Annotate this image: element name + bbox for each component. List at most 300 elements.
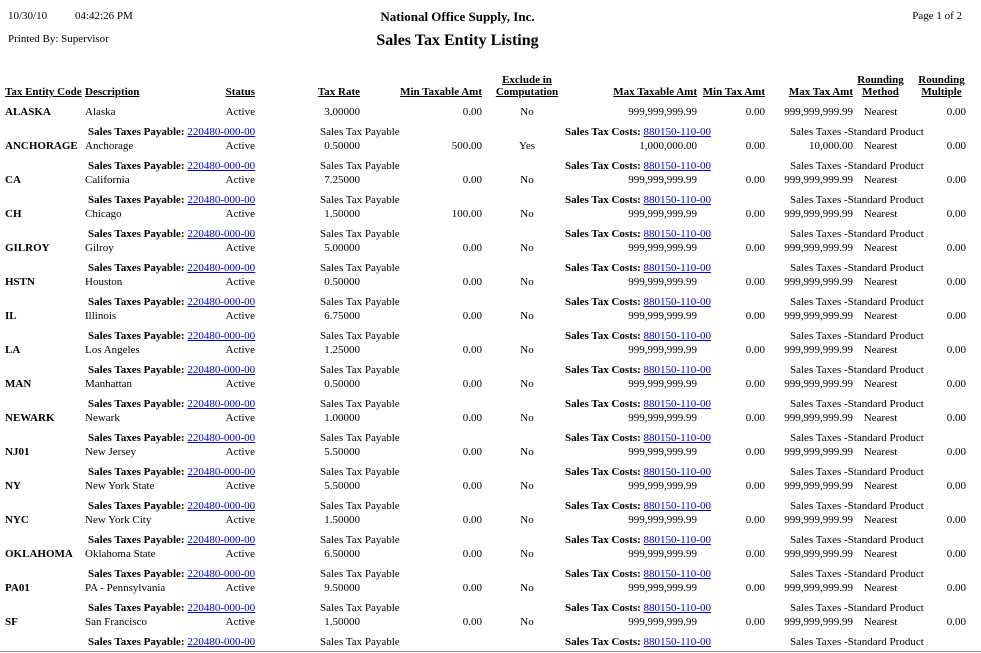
entity-max-tax-amt: 999,999,999.99 [784, 106, 853, 118]
entity-min-tax-amt: 0.00 [745, 480, 765, 492]
gl-accounts-row [5, 534, 975, 547]
entity-row [5, 616, 975, 629]
entity-max-tax-amt: 999,999,999.99 [784, 412, 853, 424]
sales-tax-costs-account-link[interactable]: 880150-110-00 [643, 432, 711, 444]
sales-tax-costs-account-description: Sales Taxes -Standard Product [790, 330, 924, 342]
sales-taxes-payable-account-description: Sales Tax Payable [320, 500, 400, 512]
entity-exclude-in-computation: No [520, 174, 534, 186]
entity-rounding-method: Nearest [863, 140, 898, 152]
entity-rounding-method: Nearest [863, 616, 898, 628]
entity-min-tax-amt: 0.00 [745, 208, 765, 220]
entity-tax-rate: 0.50000 [324, 276, 360, 288]
entity-rounding-multiple: 0.00 [946, 616, 966, 628]
entity-rounding-method: Nearest [863, 412, 898, 424]
entity-status: Active [225, 514, 255, 526]
sales-taxes-payable-account-description: Sales Tax Payable [320, 296, 400, 308]
gl-accounts-row [5, 398, 975, 411]
entity-block [5, 378, 975, 412]
sales-taxes-payable-account-link[interactable]: 220480-000-00 [187, 602, 256, 614]
sales-tax-costs-group [565, 432, 711, 445]
sales-taxes-payable-account-description: Sales Tax Payable [320, 602, 400, 614]
sales-taxes-payable-group [88, 466, 255, 479]
sales-tax-costs-group [565, 228, 711, 241]
sales-tax-costs-account-link[interactable]: 880150-110-00 [643, 262, 711, 274]
entity-description: Illinois [85, 310, 117, 322]
entity-rounding-method: Nearest [863, 344, 898, 356]
sales-tax-costs-account-link[interactable]: 880150-110-00 [643, 228, 711, 240]
sales-tax-costs-label: Sales Tax Costs: [565, 500, 641, 512]
column-min-taxable-amt: Min Taxable Amt [400, 86, 482, 98]
entity-exclude-in-computation: No [520, 344, 534, 356]
sales-taxes-payable-label: Sales Taxes Payable: [88, 568, 185, 580]
entity-block [5, 208, 975, 242]
sales-taxes-payable-account-description: Sales Tax Payable [320, 194, 400, 206]
entity-rounding-method: Nearest [863, 276, 898, 288]
entity-rounding-method: Nearest [863, 208, 898, 220]
sales-taxes-payable-group [88, 126, 255, 139]
entity-status: Active [225, 412, 255, 424]
gl-accounts-row [5, 126, 975, 139]
entity-min-taxable-amt: 500.00 [451, 140, 482, 152]
entity-max-taxable-amt: 999,999,999.99 [628, 548, 697, 560]
entity-row [5, 548, 975, 561]
sales-taxes-payable-label: Sales Taxes Payable: [88, 364, 185, 376]
sales-taxes-payable-account-link[interactable]: 220480-000-00 [187, 636, 256, 648]
entity-status: Active [225, 174, 255, 186]
sales-tax-costs-group [565, 364, 711, 377]
entity-description: Newark [85, 412, 120, 424]
sales-tax-costs-account-link[interactable]: 880150-110-00 [643, 534, 711, 546]
sales-tax-costs-account-description: Sales Taxes -Standard Product [790, 194, 924, 206]
entity-code: CA [5, 174, 21, 186]
entity-tax-rate: 6.50000 [324, 548, 360, 560]
entity-min-tax-amt: 0.00 [745, 446, 765, 458]
sales-taxes-payable-label: Sales Taxes Payable: [88, 466, 185, 478]
entity-max-taxable-amt: 999,999,999.99 [628, 582, 697, 594]
entity-block [5, 344, 975, 378]
gl-accounts-row [5, 160, 975, 173]
column-rounding-multiple: Rounding Multiple [918, 74, 965, 98]
entity-max-tax-amt: 999,999,999.99 [784, 276, 853, 288]
sales-tax-costs-group [565, 500, 711, 513]
entity-max-tax-amt: 999,999,999.99 [784, 310, 853, 322]
sales-taxes-payable-label: Sales Taxes Payable: [88, 126, 185, 138]
sales-taxes-payable-account-link[interactable]: 220480-000-00 [187, 330, 256, 342]
sales-taxes-payable-label: Sales Taxes Payable: [88, 262, 185, 274]
entity-code: PA01 [5, 582, 30, 594]
sales-taxes-payable-label: Sales Taxes Payable: [88, 296, 185, 308]
sales-tax-costs-group [565, 568, 711, 581]
entity-tax-rate: 1.50000 [324, 514, 360, 526]
sales-tax-costs-account-description: Sales Taxes -Standard Product [790, 160, 924, 172]
sales-tax-costs-account-description: Sales Taxes -Standard Product [790, 432, 924, 444]
entity-status: Active [225, 276, 255, 288]
sales-tax-costs-label: Sales Tax Costs: [565, 296, 641, 308]
sales-tax-costs-label: Sales Tax Costs: [565, 126, 641, 138]
sales-tax-costs-account-description: Sales Taxes -Standard Product [790, 534, 924, 546]
entity-tax-rate: 1.00000 [324, 412, 360, 424]
entity-tax-rate: 5.00000 [324, 242, 360, 254]
sales-tax-costs-account-description: Sales Taxes -Standard Product [790, 398, 924, 410]
entity-exclude-in-computation: No [520, 616, 534, 628]
sales-tax-costs-label: Sales Tax Costs: [565, 262, 641, 274]
entity-min-taxable-amt: 0.00 [462, 412, 482, 424]
entity-code: SF [5, 616, 18, 628]
sales-taxes-payable-account-description: Sales Tax Payable [320, 262, 400, 274]
entity-row [5, 276, 975, 289]
entity-block [5, 140, 975, 174]
entity-rows [5, 106, 975, 650]
sales-taxes-payable-account-link[interactable]: 220480-000-00 [187, 466, 256, 478]
entity-exclude-in-computation: Yes [518, 140, 535, 152]
entity-status: Active [225, 106, 255, 118]
sales-taxes-payable-account-link[interactable]: 220480-000-00 [187, 194, 256, 206]
sales-tax-costs-group [565, 466, 711, 479]
sales-tax-costs-group [565, 296, 711, 309]
entity-row [5, 514, 975, 527]
entity-min-taxable-amt: 0.00 [462, 344, 482, 356]
printed-by: Printed By: Supervisor [8, 33, 109, 45]
entity-rounding-multiple: 0.00 [946, 106, 966, 118]
sales-tax-costs-label: Sales Tax Costs: [565, 160, 641, 172]
gl-accounts-row [5, 568, 975, 581]
sales-tax-costs-account-description: Sales Taxes -Standard Product [790, 636, 924, 648]
entity-min-taxable-amt: 0.00 [462, 616, 482, 628]
sales-taxes-payable-account-link[interactable]: 220480-000-00 [187, 364, 256, 376]
entity-row [5, 446, 975, 459]
sales-tax-costs-account-link[interactable]: 880150-110-00 [643, 194, 711, 206]
entity-description: Alaska [85, 106, 116, 118]
entity-code: LA [5, 344, 21, 356]
entity-max-taxable-amt: 999,999,999.99 [628, 174, 697, 186]
sales-taxes-payable-group [88, 364, 255, 377]
sales-tax-costs-account-description: Sales Taxes -Standard Product [790, 466, 924, 478]
entity-status: Active [225, 446, 255, 458]
entity-max-taxable-amt: 999,999,999.99 [628, 344, 697, 356]
entity-tax-rate: 7.25000 [324, 174, 360, 186]
entity-code: NEWARK [5, 412, 55, 424]
entity-description: New York State [85, 480, 155, 492]
sales-taxes-payable-label: Sales Taxes Payable: [88, 160, 185, 172]
entity-rounding-multiple: 0.00 [946, 310, 966, 322]
entity-max-tax-amt: 999,999,999.99 [784, 616, 853, 628]
entity-rounding-method: Nearest [863, 378, 898, 390]
entity-rounding-multiple: 0.00 [946, 582, 966, 594]
entity-rounding-method: Nearest [863, 514, 898, 526]
entity-block [5, 276, 975, 310]
entity-description: New Jersey [85, 446, 137, 458]
report-title: Sales Tax Entity Listing [376, 32, 539, 49]
entity-min-taxable-amt: 0.00 [462, 548, 482, 560]
entity-block [5, 480, 975, 514]
entity-tax-rate: 3.00000 [324, 106, 360, 118]
entity-min-taxable-amt: 0.00 [462, 446, 482, 458]
entity-code: CH [5, 208, 22, 220]
sales-tax-costs-label: Sales Tax Costs: [565, 432, 641, 444]
entity-max-tax-amt: 999,999,999.99 [784, 242, 853, 254]
sales-tax-costs-account-description: Sales Taxes -Standard Product [790, 228, 924, 240]
entity-row [5, 378, 975, 391]
entity-rounding-multiple: 0.00 [946, 140, 966, 152]
sales-taxes-payable-account-link[interactable]: 220480-000-00 [187, 568, 256, 580]
entity-rounding-multiple: 0.00 [946, 412, 966, 424]
column-min-tax-amt: Min Tax Amt [702, 86, 765, 98]
sales-taxes-payable-account-link[interactable]: 220480-000-00 [187, 432, 256, 444]
entity-rounding-multiple: 0.00 [946, 378, 966, 390]
sales-tax-costs-group [565, 330, 711, 343]
entity-min-taxable-amt: 100.00 [451, 208, 482, 220]
entity-max-taxable-amt: 999,999,999.99 [628, 310, 697, 322]
sales-tax-costs-label: Sales Tax Costs: [565, 194, 641, 206]
sales-tax-costs-label: Sales Tax Costs: [565, 398, 641, 410]
entity-min-tax-amt: 0.00 [745, 616, 765, 628]
sales-taxes-payable-account-link[interactable]: 220480-000-00 [187, 126, 256, 138]
entity-row [5, 310, 975, 323]
gl-accounts-row [5, 636, 975, 649]
sales-taxes-payable-account-link[interactable]: 220480-000-00 [187, 228, 256, 240]
entity-status: Active [225, 616, 255, 628]
sales-taxes-payable-group [88, 228, 255, 241]
entity-rounding-multiple: 0.00 [946, 242, 966, 254]
entity-row [5, 208, 975, 221]
sales-taxes-payable-account-link[interactable]: 220480-000-00 [187, 534, 256, 546]
entity-row [5, 242, 975, 255]
sales-taxes-payable-group [88, 568, 255, 581]
entity-rounding-method: Nearest [863, 310, 898, 322]
entity-rounding-multiple: 0.00 [946, 514, 966, 526]
column-status: Status [225, 86, 255, 98]
sales-tax-costs-account-link[interactable]: 880150-110-00 [643, 126, 711, 138]
entity-code: MAN [5, 378, 32, 390]
entity-max-tax-amt: 999,999,999.99 [784, 582, 853, 594]
sales-tax-costs-account-link[interactable]: 880150-110-00 [643, 500, 711, 512]
entity-exclude-in-computation: No [520, 548, 534, 560]
entity-code: GILROY [5, 242, 50, 254]
entity-block [5, 174, 975, 208]
sales-tax-costs-group [565, 160, 711, 173]
entity-tax-rate: 5.50000 [324, 480, 360, 492]
entity-description: Oklahoma State [85, 548, 156, 560]
sales-tax-costs-account-link[interactable]: 880150-110-00 [643, 330, 711, 342]
column-tax-rate: Tax Rate [317, 86, 360, 98]
sales-tax-costs-account-description: Sales Taxes -Standard Product [790, 364, 924, 376]
sales-taxes-payable-label: Sales Taxes Payable: [88, 398, 185, 410]
entity-tax-rate: 1.50000 [324, 616, 360, 628]
entity-min-taxable-amt: 0.00 [462, 310, 482, 322]
entity-min-tax-amt: 0.00 [745, 378, 765, 390]
entity-rounding-multiple: 0.00 [946, 446, 966, 458]
entity-row [5, 480, 975, 493]
report-header-center [0, 9, 915, 50]
sales-taxes-payable-label: Sales Taxes Payable: [88, 534, 185, 546]
sales-taxes-payable-group [88, 636, 255, 649]
entity-min-taxable-amt: 0.00 [462, 480, 482, 492]
entity-rounding-multiple: 0.00 [946, 344, 966, 356]
entity-rounding-method: Nearest [863, 582, 898, 594]
entity-row [5, 140, 975, 153]
sales-taxes-payable-label: Sales Taxes Payable: [88, 228, 185, 240]
entity-min-tax-amt: 0.00 [745, 548, 765, 560]
sales-taxes-payable-account-link[interactable]: 220480-000-00 [187, 398, 256, 410]
sales-taxes-payable-account-link[interactable]: 220480-000-00 [187, 296, 256, 308]
entity-status: Active [225, 582, 255, 594]
entity-code: NY [5, 480, 21, 492]
entity-max-taxable-amt: 999,999,999.99 [628, 276, 697, 288]
entity-min-taxable-amt: 0.00 [462, 242, 482, 254]
entity-code: HSTN [5, 276, 35, 288]
entity-rounding-method: Nearest [863, 480, 898, 492]
sales-taxes-payable-account-description: Sales Tax Payable [320, 534, 400, 546]
sales-taxes-payable-label: Sales Taxes Payable: [88, 432, 185, 444]
entity-max-tax-amt: 10,000.00 [809, 140, 853, 152]
entity-min-tax-amt: 0.00 [745, 140, 765, 152]
entity-rounding-method: Nearest [863, 242, 898, 254]
sales-taxes-payable-account-link[interactable]: 220480-000-00 [187, 262, 256, 274]
sales-taxes-payable-account-description: Sales Tax Payable [320, 432, 400, 444]
sales-tax-costs-account-link[interactable]: 880150-110-00 [643, 364, 711, 376]
sales-taxes-payable-account-description: Sales Tax Payable [320, 330, 400, 342]
gl-accounts-row [5, 602, 975, 615]
sales-taxes-payable-account-link[interactable]: 220480-000-00 [187, 500, 256, 512]
sales-taxes-payable-account-description: Sales Tax Payable [320, 364, 400, 376]
entity-status: Active [225, 344, 255, 356]
entity-block [5, 242, 975, 276]
sales-tax-costs-group [565, 534, 711, 547]
sales-tax-costs-account-description: Sales Taxes -Standard Product [790, 262, 924, 274]
entity-max-tax-amt: 999,999,999.99 [784, 514, 853, 526]
entity-rounding-multiple: 0.00 [946, 276, 966, 288]
entity-block [5, 446, 975, 480]
sales-tax-costs-group [565, 636, 711, 649]
entity-min-tax-amt: 0.00 [745, 582, 765, 594]
entity-row [5, 344, 975, 357]
entity-exclude-in-computation: No [520, 378, 534, 390]
entity-description: New York City [85, 514, 152, 526]
entity-tax-rate: 0.50000 [324, 140, 360, 152]
entity-max-tax-amt: 999,999,999.99 [784, 208, 853, 220]
sales-tax-costs-account-link[interactable]: 880150-110-00 [643, 160, 711, 172]
entity-block [5, 582, 975, 616]
entity-min-tax-amt: 0.00 [745, 310, 765, 322]
entity-rounding-multiple: 0.00 [946, 208, 966, 220]
entity-exclude-in-computation: No [520, 446, 534, 458]
entity-max-tax-amt: 999,999,999.99 [784, 480, 853, 492]
entity-min-tax-amt: 0.00 [745, 276, 765, 288]
entity-exclude-in-computation: No [520, 106, 534, 118]
sales-tax-costs-group [565, 398, 711, 411]
entity-code: IL [5, 310, 17, 322]
gl-accounts-row [5, 262, 975, 275]
entity-max-tax-amt: 999,999,999.99 [784, 446, 853, 458]
sales-taxes-payable-account-description: Sales Tax Payable [320, 398, 400, 410]
entity-max-tax-amt: 999,999,999.99 [784, 378, 853, 390]
sales-tax-costs-account-link[interactable]: 880150-110-00 [643, 466, 711, 478]
entity-exclude-in-computation: No [520, 242, 534, 254]
entity-exclude-in-computation: No [520, 412, 534, 424]
entity-min-tax-amt: 0.00 [745, 174, 765, 186]
sales-tax-costs-label: Sales Tax Costs: [565, 636, 641, 648]
sales-tax-costs-group [565, 126, 711, 139]
entity-description: Manhattan [85, 378, 133, 390]
entity-description: Houston [85, 276, 123, 288]
entity-description: Los Angeles [85, 344, 140, 356]
sales-taxes-payable-group [88, 534, 255, 547]
entity-max-tax-amt: 999,999,999.99 [784, 174, 853, 186]
entity-exclude-in-computation: No [520, 480, 534, 492]
sales-taxes-payable-group [88, 602, 255, 615]
column-header-row [5, 74, 975, 98]
sales-tax-costs-label: Sales Tax Costs: [565, 602, 641, 614]
entity-description: Chicago [85, 208, 122, 220]
column-max-taxable-amt: Max Taxable Amt [613, 86, 697, 98]
entity-description: PA - Pennsylvania [85, 582, 166, 594]
sales-tax-costs-account-link[interactable]: 880150-110-00 [643, 398, 711, 410]
entity-max-taxable-amt: 999,999,999.99 [628, 446, 697, 458]
sales-taxes-payable-account-link[interactable]: 220480-000-00 [187, 160, 256, 172]
entity-min-taxable-amt: 0.00 [462, 378, 482, 390]
entity-max-taxable-amt: 999,999,999.99 [628, 106, 697, 118]
entity-rounding-method: Nearest [863, 548, 898, 560]
entity-rounding-multiple: 0.00 [946, 480, 966, 492]
sales-tax-costs-label: Sales Tax Costs: [565, 568, 641, 580]
entity-tax-rate: 1.50000 [324, 208, 360, 220]
sales-tax-costs-account-description: Sales Taxes -Standard Product [790, 500, 924, 512]
entity-max-taxable-amt: 999,999,999.99 [628, 208, 697, 220]
entity-status: Active [225, 378, 255, 390]
entity-max-tax-amt: 999,999,999.99 [784, 548, 853, 560]
gl-accounts-row [5, 330, 975, 343]
entity-code: ANCHORAGE [5, 140, 78, 152]
entity-tax-rate: 5.50000 [324, 446, 360, 458]
entity-row [5, 174, 975, 187]
sales-tax-costs-account-link[interactable]: 880150-110-00 [643, 636, 711, 648]
sales-tax-costs-account-link[interactable]: 880150-110-00 [643, 568, 711, 580]
sales-taxes-payable-label: Sales Taxes Payable: [88, 194, 185, 206]
entity-code: ALASKA [5, 106, 51, 118]
column-exclude-in-computation: Exclude in Computation [495, 74, 559, 98]
sales-taxes-payable-account-description: Sales Tax Payable [320, 568, 400, 580]
sales-tax-costs-account-description: Sales Taxes -Standard Product [790, 568, 924, 580]
page-indicator: Page 1 of 2 [912, 10, 962, 22]
entity-rounding-method: Nearest [863, 106, 898, 118]
sales-taxes-payable-group [88, 262, 255, 275]
sales-tax-costs-account-link[interactable]: 880150-110-00 [643, 602, 711, 614]
gl-accounts-row [5, 432, 975, 445]
entity-block [5, 548, 975, 582]
entity-row [5, 582, 975, 595]
sales-taxes-payable-group [88, 500, 255, 513]
entity-description: California [85, 174, 130, 186]
sales-tax-costs-group [565, 194, 711, 207]
entity-status: Active [225, 480, 255, 492]
sales-taxes-payable-account-description: Sales Tax Payable [320, 636, 400, 648]
gl-accounts-row [5, 194, 975, 207]
sales-taxes-payable-label: Sales Taxes Payable: [88, 636, 185, 648]
sales-tax-costs-label: Sales Tax Costs: [565, 466, 641, 478]
entity-min-taxable-amt: 0.00 [462, 106, 482, 118]
entity-rounding-multiple: 0.00 [946, 548, 966, 560]
entity-block [5, 616, 975, 650]
sales-taxes-payable-group [88, 432, 255, 445]
entity-tax-rate: 9.50000 [324, 582, 360, 594]
entity-status: Active [225, 208, 255, 220]
entity-exclude-in-computation: No [520, 208, 534, 220]
page-bottom-edge [0, 651, 981, 652]
entity-description: Anchorage [85, 140, 134, 152]
entity-tax-rate: 1.25000 [324, 344, 360, 356]
sales-tax-costs-account-link[interactable]: 880150-110-00 [643, 296, 711, 308]
entity-status: Active [225, 548, 255, 560]
